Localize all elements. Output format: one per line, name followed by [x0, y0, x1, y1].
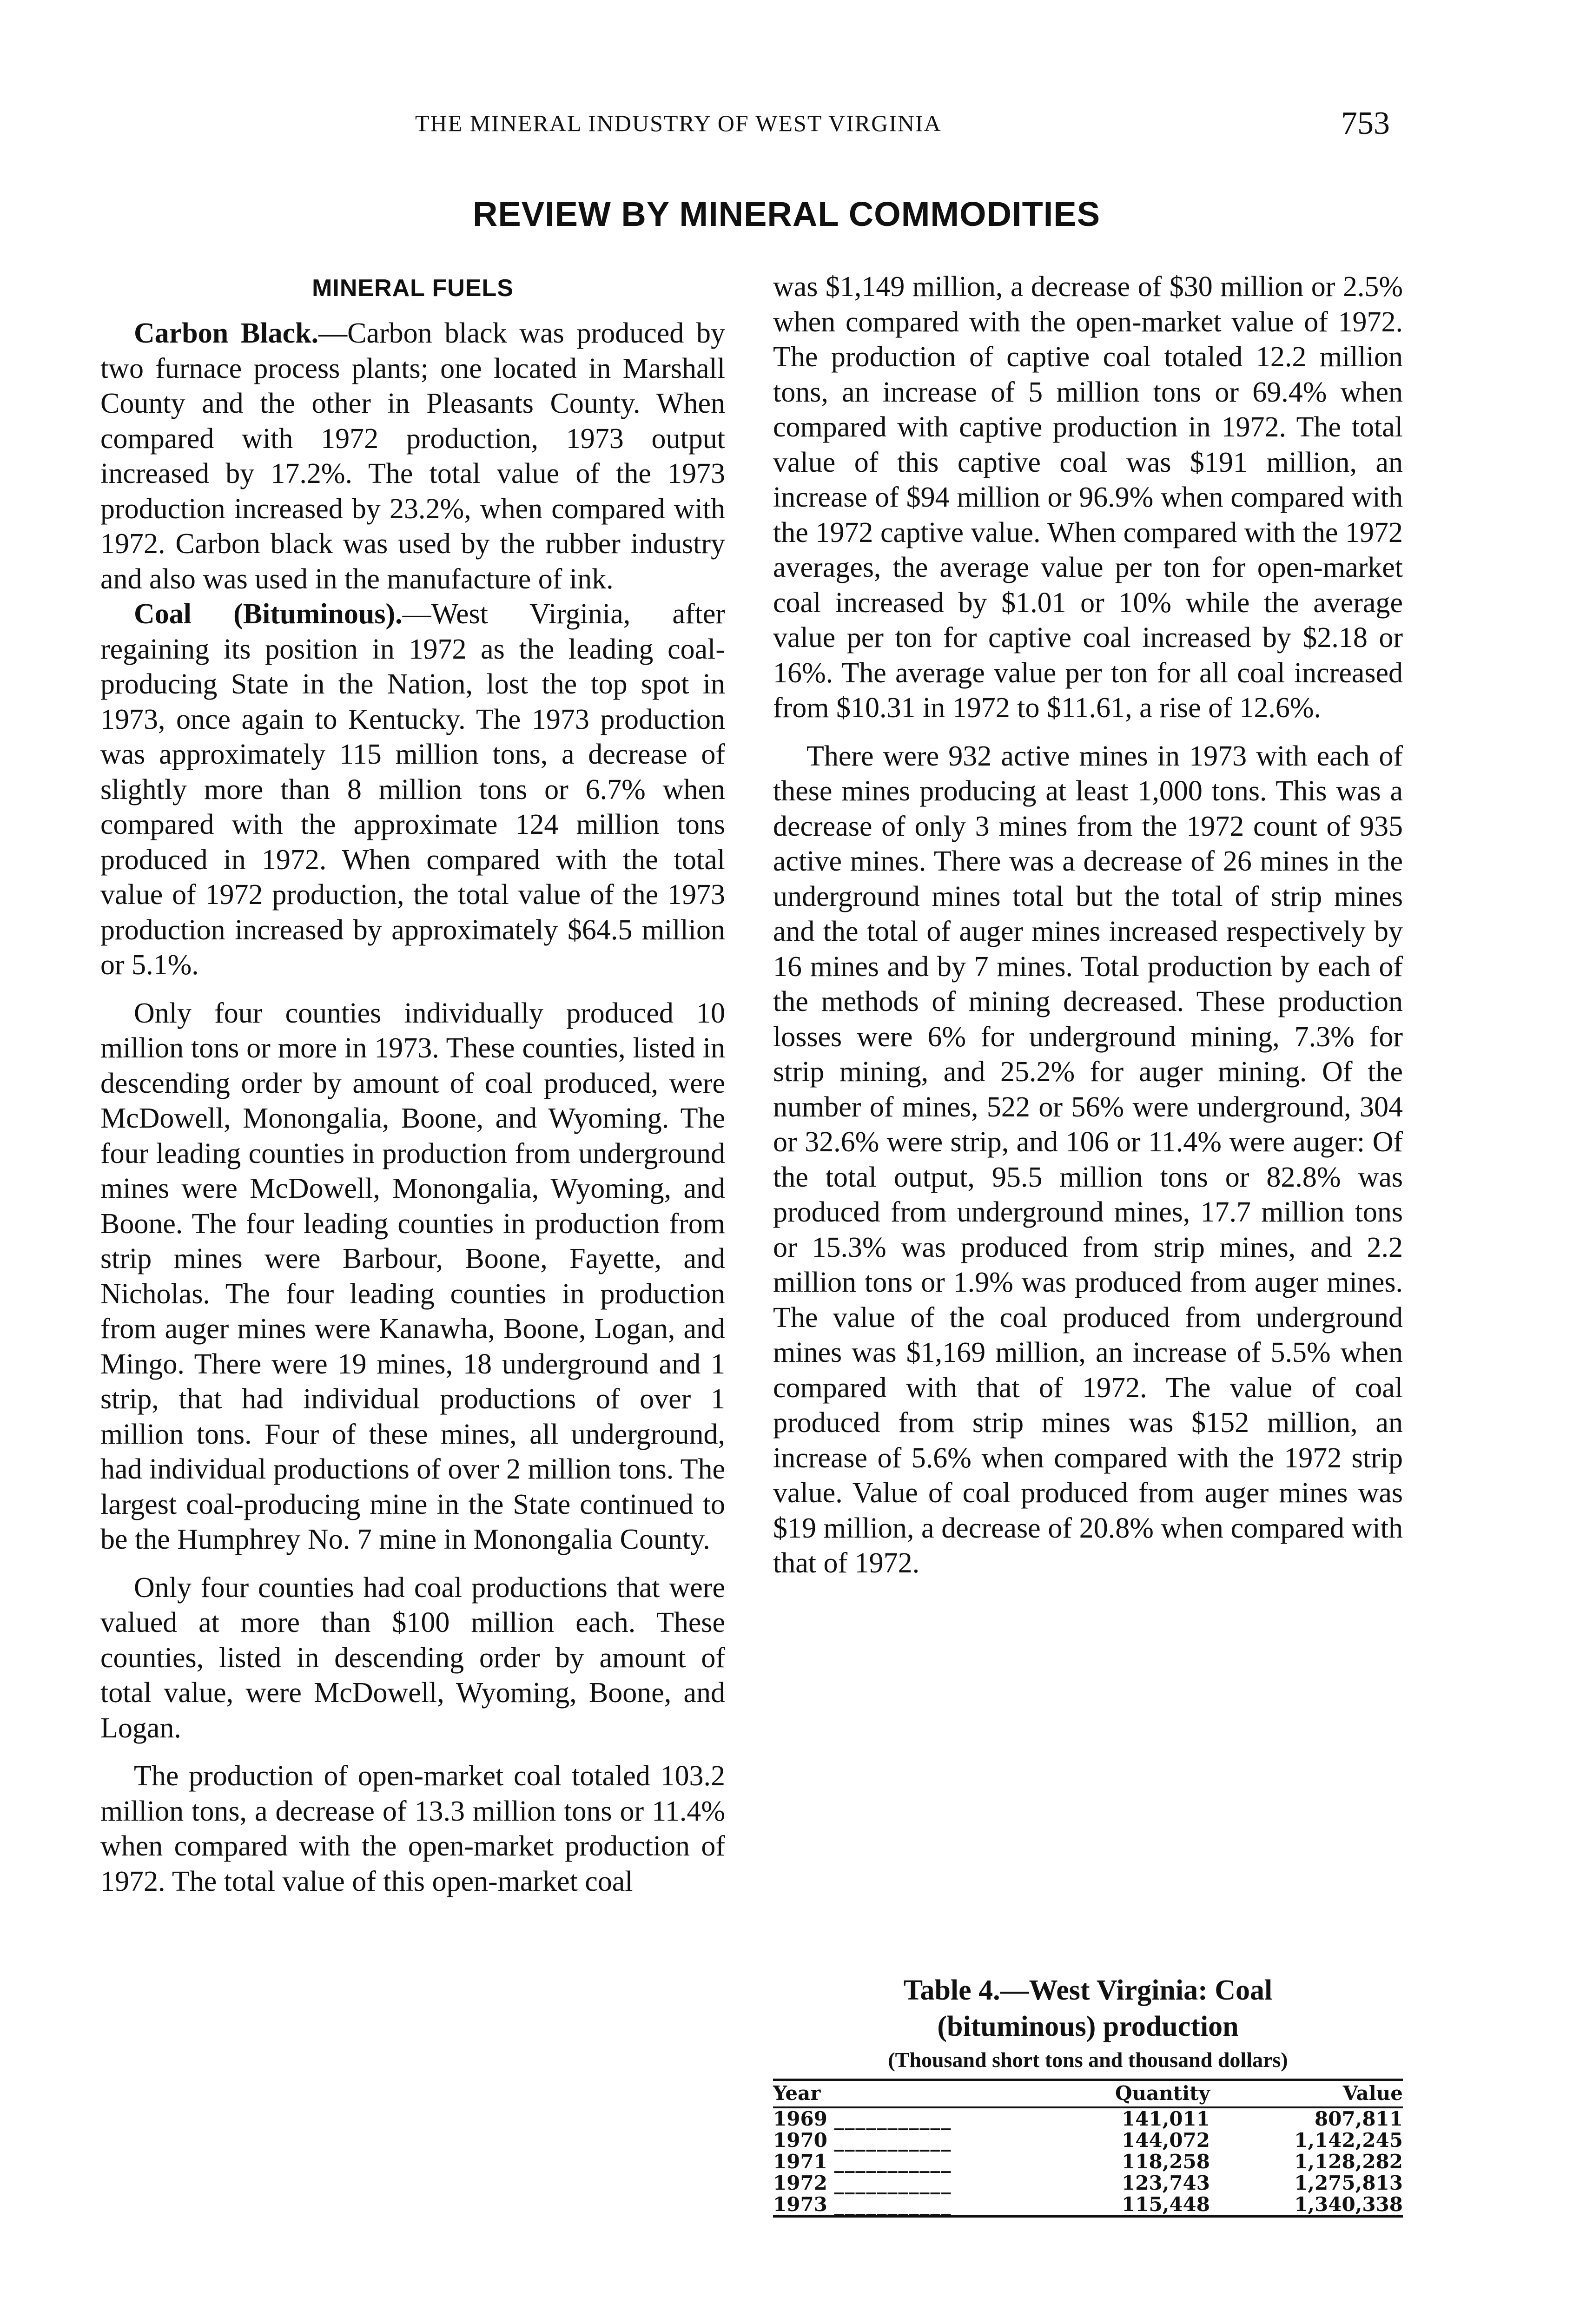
row-year-cell — [773, 2107, 1015, 2130]
row-quantity: 144,072 — [1122, 2129, 1210, 2152]
row-value: 1,340,338 — [1210, 2194, 1403, 2217]
row-leader: ___________ — [834, 2107, 952, 2130]
table-header-row — [773, 2080, 1403, 2108]
header-year: Year — [773, 2080, 1015, 2108]
carbon-black-run-in: Carbon Black. — [134, 317, 319, 349]
data-table — [773, 2079, 1403, 2218]
row-leader: ___________ — [834, 2129, 952, 2152]
left-column — [100, 270, 725, 1899]
row-year-cell — [773, 2130, 1015, 2151]
row-value: 1,275,813 — [1294, 2172, 1403, 2194]
row-quantity: 123,743 — [1122, 2172, 1210, 2194]
row-quantity: 115,448 — [1015, 2194, 1210, 2217]
coal-text: —West Virginia, after regaining its position in 1972 as the leading coal-producing State in the Nation, lost the top spot in 1973, once again to Kentucky. The 1973 production was approximately 115 million tons, a decrease of slightly more than 8 million tons or 6.7% when compared with the approximate 124 million tons produced in 1972. When compared with the total value of 1972 production, the total value of the 1973 production increased by approximately $64.5 million or 5.1%. — [100, 598, 725, 981]
table-row — [773, 2194, 1403, 2217]
row-year: 1970 — [773, 2129, 827, 2152]
row-year: 1971 — [773, 2150, 827, 2173]
coal-production-table — [773, 1972, 1403, 2218]
table-row — [773, 2172, 1403, 2194]
row-value: 1,128,282 — [1294, 2150, 1403, 2173]
section-title: REVIEW BY MINERAL COMMODITIES — [472, 195, 1101, 233]
subsection-title: MINERAL FUELS — [312, 275, 514, 302]
table-title-line-2: (bituminous) production — [937, 2011, 1239, 2042]
row-value: 807,811 — [1315, 2107, 1403, 2130]
carbon-black-text: —Carbon black was produced by two furnace process plants; one located in Marshall County and the other in Pleasants County. When compared with 1972 production, 1973 output increased by 17.2%. The total value of the 1973 production increased by 23.2%, when compared with 1972. Carbon black was used by the rubber industry and also was used in the manufacture of ink. — [100, 317, 725, 595]
header-quantity: Quantity — [1015, 2080, 1210, 2108]
row-year-cell — [773, 2151, 1015, 2172]
header-value: Value — [1210, 2080, 1403, 2108]
running-header: THE MINERAL INDUSTRY OF WEST VIRGINIA — [415, 110, 942, 136]
table-row — [773, 2151, 1403, 2172]
row-leader: ___________ — [834, 2193, 952, 2216]
table-title-line-1: Table 4.—West Virginia: Coal — [903, 1974, 1273, 2006]
paragraph-counties-production: Only four counties individually produced 10 million tons or more in 1973. These counties, listed in descending order by amount of coal produced, were McDowell, Monongalia, Boone, and Wyoming. The four leading counties in production from underground mines were McDowell, Monongalia, Wyoming, and Boone. The four leading counties in production from strip mines were Barbour, Boone, Fayette, and Nicholas. The four leading counties in production from auger mines were Kanawha, Boone, Logan, and Mingo. There were 19 mines, 18 underground and 1 strip, that had individual productions of over 1 million tons. Four of these mines, all underground, had individual productions of over 2 million tons. The largest coal-producing mine in the State continued to be the Humphrey No. 7 mine in Monongalia County. — [100, 997, 725, 1555]
table-row — [773, 2107, 1403, 2130]
page-number: 753 — [1341, 106, 1390, 141]
right-column — [773, 270, 1403, 1581]
row-year-cell — [773, 2172, 1015, 2194]
paragraph-active-mines: There were 932 active mines in 1973 with each of these mines producing at least 1,000 tons. This was a decrease of only 3 mines from the 1972 count of 935 active mines. There was a decrease of 26 mines in the underground mines total but the total of strip mines and the total of auger mines increased respectively by 16 mines and by 7 mines. Total production by each of the methods of mining decreased. These production losses were 6% for underground mining, 7.3% for strip mining, and 25.2% for auger mining. Of the number of mines, 522 or 56% were underground, 304 or 32.6% were strip, and 106 or 11.4% were auger: Of the total output, 95.5 million tons or 82.8% was produced from underground mines, 17.7 million tons or 15.3% was produced from strip mines, and 2.2 million tons or 1.9% was produced from auger mines. The value of the coal produced from underground mines was $1,169 million, an increase of 5.5% when compared with that of 1972. The value of coal produced from strip mines was $152 million, an increase of 5.6% when compared with the 1972 strip value. Value of coal produced from auger mines was $19 million, a decrease of 20.8% when compared with that of 1972. — [773, 740, 1403, 1579]
coal-run-in: Coal (Bituminous). — [134, 598, 403, 630]
row-quantity: 141,011 — [1122, 2107, 1210, 2130]
row-value: 1,142,245 — [1294, 2129, 1403, 2152]
paragraph-open-market-continued: was $1,149 million, a decrease of $30 million or 2.5% when compared with the open-market value of 1972. The production of captive coal totaled 12.2 million tons, an increase of 5 million tons or 69.4% when compared with captive production in 1972. The total value of this captive coal was $191 million, an increase of $94 million or 96.9% when compared with the 1972 captive value. When compared with the 1972 averages, the average value per ton for open-market coal increased by $1.01 or 10% while the average value per ton for captive coal increased by $2.18 or 16%. The average value per ton for all coal increased from $10.31 in 1972 to $11.61, a rise of 12.6%. — [773, 271, 1403, 724]
coal-paragraph — [100, 597, 725, 983]
row-leader: ___________ — [834, 2150, 952, 2173]
paragraph-counties-value: Only four counties had coal productions that were valued at more than $100 million each. These counties, listed in descending order by amount of total value, were McDowell, Wyoming, Boone, and Logan. — [100, 1571, 725, 1744]
row-year-cell — [773, 2194, 1015, 2217]
row-year: 1973 — [773, 2193, 827, 2216]
paragraph-open-market: The production of open-market coal totaled 103.2 million tons, a decrease of 13.3 million tons or 11.4% when compared with the open-market production of 1972. The total value of this open-market coal — [100, 1760, 725, 1897]
table-subtitle: (Thousand short tons and thousand dollars) — [888, 2048, 1288, 2072]
row-quantity: 118,258 — [1122, 2150, 1210, 2173]
table-row — [773, 2130, 1403, 2151]
row-leader: ___________ — [834, 2172, 952, 2194]
carbon-black-paragraph — [100, 316, 725, 597]
row-year: 1972 — [773, 2172, 827, 2194]
row-year: 1969 — [773, 2107, 827, 2130]
